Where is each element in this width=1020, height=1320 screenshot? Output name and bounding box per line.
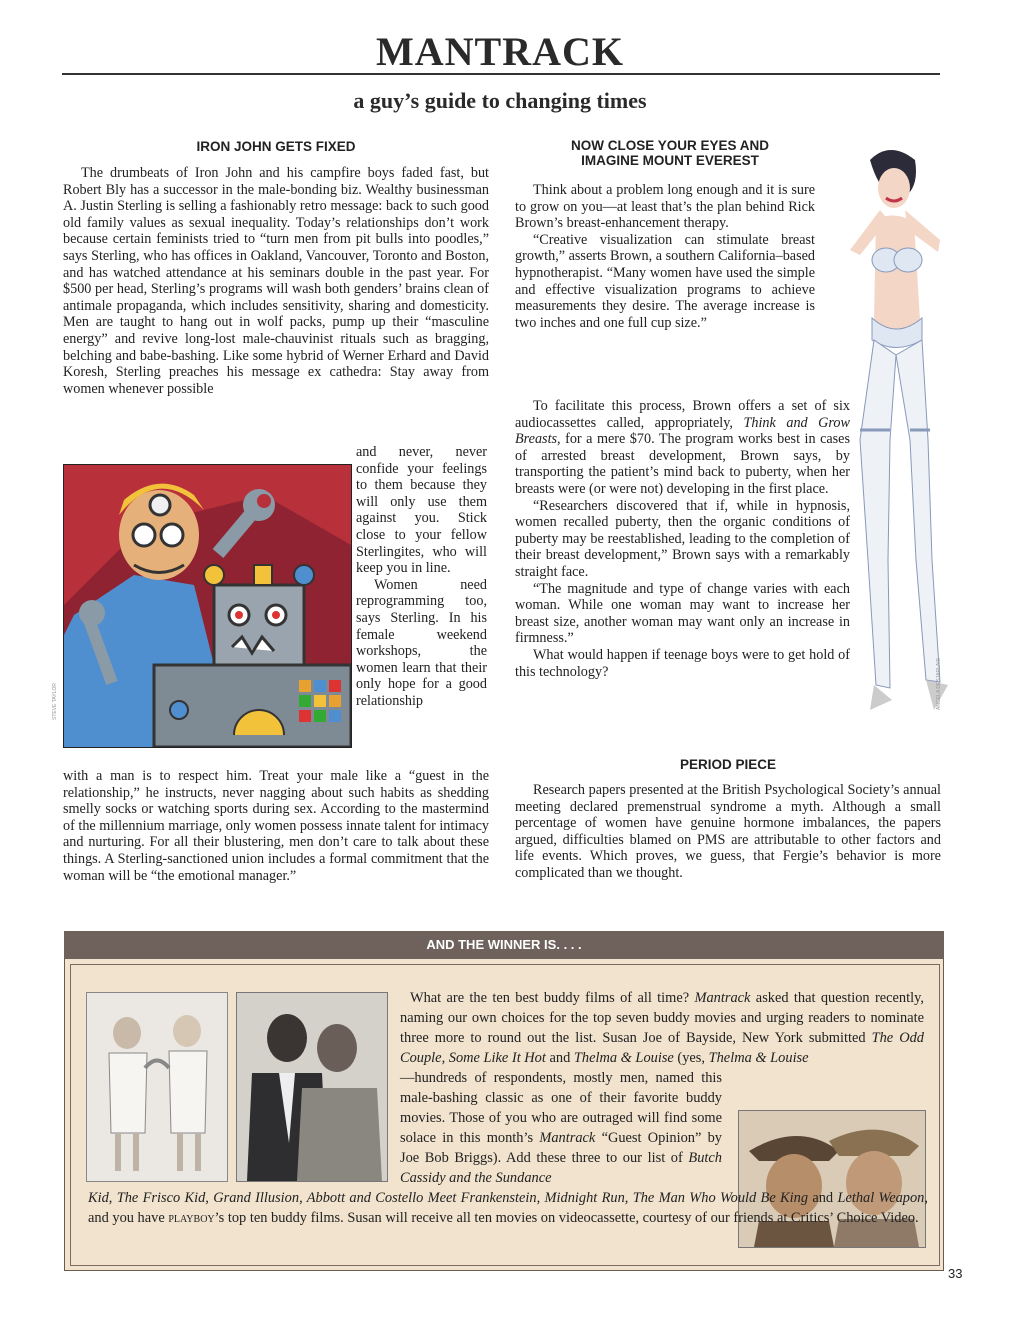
article2-p3-a: To facilitate this process, Brown offers a set of six audiocassettes called, appropriately, [515,398,850,431]
article1-after-text [63,768,489,884]
article2-body-b [515,398,850,680]
article2-p4: “Researchers discovered that if, while in hypnosis, women recalled puberty, then the organic conditions of puberty may be reestablished, leading to the completion of their breast development,” Brown says with a remarkably straight face. [515,497,850,580]
article1-para-wrap-2: Women need reprogramming too, says Sterling. In his female weekend workshops, the women learn that their only hope for a good relationship [356,576,487,709]
sidebar-t1: What are the ten best buddy films of all time? [410,990,695,1006]
article2-p5: “The magnitude and type of change varies with each woman. While one woman may want to increase her breast size, another woman may want only an increase in firmness.” [515,580,850,647]
sidebar-t4-f: Butch Cassidy and the Sundance [400,1150,722,1186]
sidebar-text-top [400,988,924,1068]
article2-heading-wrap [515,138,825,168]
sidebar-t2-f3: Thelma & Louise [708,1050,809,1066]
article1-heading-wrap [63,139,489,154]
sidebar-t1-mag: Mantrack [694,990,751,1006]
robot-illustration-svg [64,465,351,747]
article2-heading-line1: NOW CLOSE YOUR EYES AND [570,138,770,153]
article1-wrap-text [356,444,487,710]
article2-p3-title: Think and Grow Breasts [515,414,850,448]
sidebar-t3-mag: Mantrack [539,1130,596,1146]
article2-body-a [515,182,815,331]
masthead-subtitle: a guy’s guide to changing times [353,88,647,113]
sidebar-title-bar: AND THE WINNER IS. . . . [64,931,944,959]
odd-couple-photo [86,992,228,1182]
sidebar-t2-yes: (yes, [673,1050,709,1066]
sidebar-t2-and: and [545,1050,574,1066]
article1-para-wrap-1: and never, never confide your feelings to them because they will only use them against you. Stick close to your fellow Sterlingites, who will keep you in line. [356,444,487,577]
sidebar-t5-c: ’s top ten buddy films. Susan will receive all ten movies on videocassette, courtesy of our friends at Critics’ Choice Video. [214,1210,919,1226]
sidebar-t3: —hundreds of respondents, mostly men, named this male-bashing classic as one of their favorite buddy movies. Those of you who are outraged will find some solace in this month’s [400,1070,722,1146]
article1-body-top [63,165,489,397]
sidebar-t5-and: and [808,1190,838,1206]
sidebar-t5-f: Kid, The Frisco Kid, Grand Illusion, Abbott and Costello Meet Frankenstein, Midnight Run, The Man Who Would Be King [88,1190,809,1206]
article2-p3-b: , for a mere $70. The program works best in cases of arrested breast development, Brown says, by transporting the patient’s mind back to puberty, when her breasts were (or were not) developing in the first place. [515,431,850,497]
sidebar-t2: asked that question recently, naming our own choices for the top seven buddy movies and urging readers to nominate three more to round out the list. Susan Joe of Bayside, New York submitted [400,990,924,1046]
article3-body: Research papers presented at the British Psychological Society’s annual meeting declared premenstrual syndrome a myth. Although a small percentage of women have genuine hormone imbalances, the papers argued, difficulties blamed on PMS are attributable to other factors and life events. Which proves, we guess, that Fergie’s behavior is more complicated than we thought. [515,782,941,881]
article1-heading: IRON JOHN GETS FIXED [196,139,356,154]
article1-para-after: with a man is to respect him. Treat your male like a “guest in the relationship,” he instructs, never nagging about such habits as shedding smelly socks or watching sports during sex. According to the mastermind of the millennium marriage, only women possess innate talent for intimacy and nurturing. For all their blustering, men don’t care to talk about these things. A Sterling-sanctioned union includes a formal commitment that the woman will be “the emotional manager.” [63,768,489,884]
page-number: 33 [948,1266,963,1281]
article2-p6: What would happen if teenage boys were to get hold of this technology? [515,646,850,680]
sidebar-t5-f2: Lethal Weapon [837,1190,925,1206]
odd-couple-photo-svg [87,993,227,1181]
article2-p1: Think about a problem long enough and it is sure to grow on you—at least that’s the plan behind Rick Brown’s breast-enhancement therapy. [515,182,815,232]
lethal-weapon-photo-svg [237,993,387,1181]
sidebar-text-mid [400,1068,722,1188]
article1-para-top: The drumbeats of Iron John and his campfire boys faded fast, but Robert Bly has a successor in the male-bonding biz. Wealthy businessman A. Justin Sterling is selling a fashionably retro message: back to such good old family values as sexual inequality. Today’s relationships don’t work because certain feminists tried to “turn men from pit bulls into poodles,” says Sterling, who has offices in Oakland, Vancouver, Toronto and Boston, and has watched attendance at his seminars double in the past year. For $500 per head, Sterling’s programs will wash both genders’ brains clean of antimale propaganda, which includes sensitivity, sharing and domesticity. Men are taught to hang out in wolf packs, pump up their “masculine energy” and revive long-lost male-chauvinist rituals such as bragging, belching and babe-bashing. Like some hybrid of Werner Erhard and David Koresh, Sterling preaches his message ex cathedra: Stay away from women whenever possible [63,165,489,397]
pinup-illustration [830,140,970,720]
sidebar-t4: “Guest Opinion” by Joe Bob Briggs). Add these three to our list of [400,1130,722,1166]
sidebar-t2-f1: The Odd Couple, Some Like It Hot [400,1030,925,1066]
article2-p2: “Creative visualization can stimulate breast growth,” asserts Brown, a southern California–based hypnotherapist. “Many women have used the simple and effective visualization programs to achieve measurements they desire. The average increase is two inches and one full cup size.” [515,231,815,331]
article3-heading: PERIOD PIECE [679,757,777,772]
lethal-weapon-photo [236,992,388,1182]
robot-illustration [63,464,352,748]
masthead-title: MANTRACK [376,29,624,74]
sidebar-t5-playboy: playboy [168,1210,215,1226]
illustration-credit-right: ANGELA DESJARLAIS [936,658,942,710]
article3-heading-wrap [515,757,941,772]
sidebar-text-bottom [88,1188,928,1228]
pinup-illustration-svg [830,140,970,720]
masthead-rule [62,73,940,75]
article3-body-wrap [515,782,941,882]
illustration-credit-left: STEVE TAYLOR [52,683,58,720]
sidebar-t2-f2: Thelma & Louise [573,1050,674,1066]
sidebar-t5-b: , and you have [88,1190,928,1226]
article2-heading-line2: IMAGINE MOUNT EVEREST [581,153,759,168]
article2-p3 [515,398,850,498]
